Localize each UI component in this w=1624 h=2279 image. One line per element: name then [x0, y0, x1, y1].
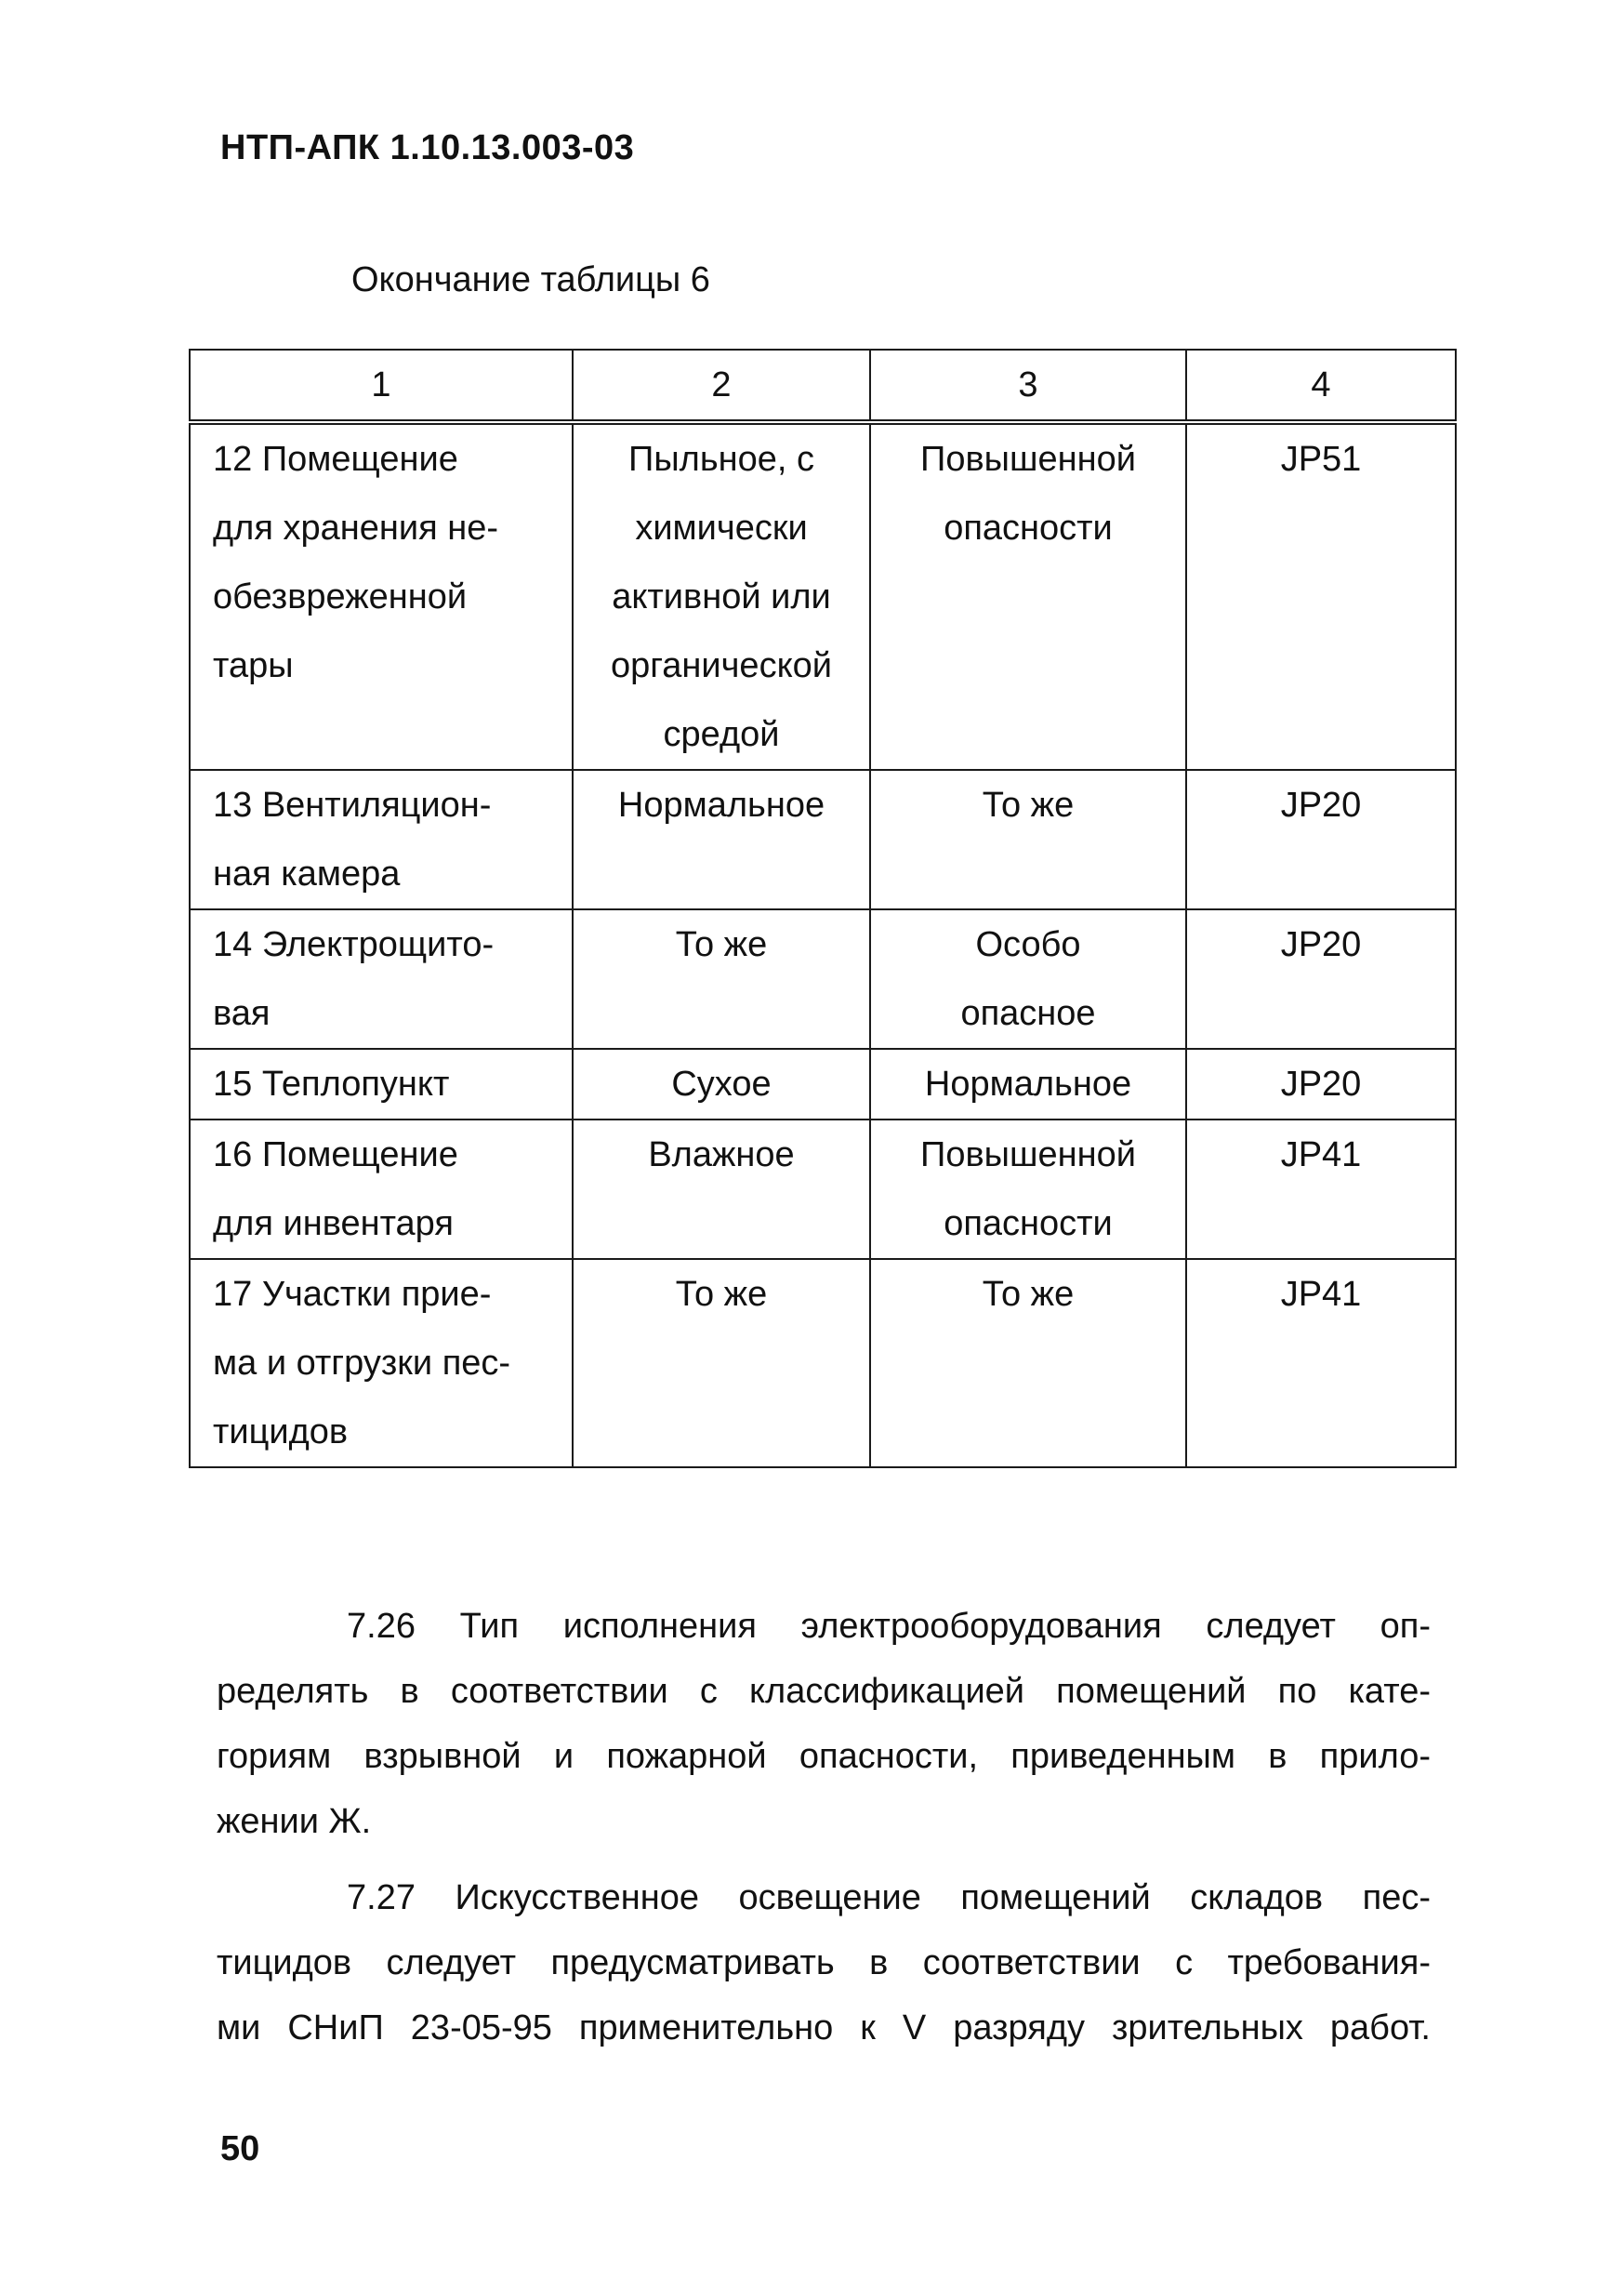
danger-class-cell	[870, 1259, 1186, 1467]
cell-line: JP51	[1280, 440, 1362, 479]
protection-rating-cell	[1186, 770, 1456, 909]
danger-class-cell	[870, 1120, 1186, 1259]
room-name-cell	[190, 1120, 573, 1259]
table-row	[190, 422, 1456, 770]
cell-line: 13 Вентиляцион-	[213, 786, 492, 825]
data-table	[189, 349, 1457, 1468]
cell-line: JP20	[1280, 1065, 1362, 1104]
cell-line: обезвреженной	[213, 577, 468, 616]
page-number: 50	[220, 2129, 260, 2168]
cell-line: 17 Участки прие-	[213, 1275, 492, 1314]
room-name-cell	[190, 1049, 573, 1120]
cell-line: средой	[663, 715, 780, 754]
protection-rating-cell	[1186, 909, 1456, 1049]
cell-line: То же	[982, 1275, 1075, 1314]
paragraph-line: ми СНиП 23-05-95 применительно к V разряду зрительных работ.	[217, 2008, 1431, 2047]
cell-line: Сухое	[671, 1065, 772, 1104]
cell-line: 14 Электрощито-	[213, 925, 495, 964]
cell-line: 15 Теплопункт	[213, 1065, 450, 1104]
room-name-cell	[190, 422, 573, 770]
cell-line: для инвентаря	[213, 1204, 454, 1243]
cell-line: ма и отгрузки пес-	[213, 1344, 511, 1383]
cell-line: То же	[982, 786, 1075, 825]
room-name-cell	[190, 909, 573, 1049]
protection-rating-cell	[1186, 422, 1456, 770]
table-row	[190, 770, 1456, 909]
protection-rating-cell	[1186, 1120, 1456, 1259]
document-code: НТП-АПК 1.10.13.003-03	[220, 128, 635, 167]
paragraph-line: гориям взрывной и пожарной опасности, приведенным в прило-	[217, 1737, 1431, 1776]
danger-class-cell	[870, 909, 1186, 1049]
cell-line: Влажное	[648, 1135, 795, 1174]
cell-line: То же	[675, 925, 768, 964]
table-caption: Окончание таблицы 6	[351, 260, 710, 299]
column-header-2: 2	[573, 350, 870, 422]
paragraph-7-27	[217, 1865, 1431, 2060]
cell-line: для хранения не-	[213, 509, 498, 548]
environment-cell	[573, 770, 870, 909]
room-name-cell	[190, 1259, 573, 1467]
paragraph-line: тицидов следует предусматривать в соответствии с требования-	[217, 1943, 1431, 1982]
danger-class-cell	[870, 1049, 1186, 1120]
cell-line: То же	[675, 1275, 768, 1314]
cell-line: ная камера	[213, 855, 401, 894]
protection-rating-cell	[1186, 1049, 1456, 1120]
column-header-4: 4	[1186, 350, 1456, 422]
table-row	[190, 1049, 1456, 1120]
room-name-cell	[190, 770, 573, 909]
table-body	[190, 422, 1456, 1467]
paragraph-line: жении Ж.	[217, 1802, 372, 1841]
paragraph-line: 7.26 Тип исполнения электрооборудования следует оп-	[347, 1607, 1431, 1646]
paragraph-7-26	[217, 1594, 1431, 1854]
cell-line: 12 Помещение	[213, 440, 458, 479]
cell-line: JP20	[1280, 925, 1362, 964]
table-row	[190, 1259, 1456, 1467]
paragraph-line: ределять в соответствии с классификацией помещений по кате-	[217, 1672, 1431, 1711]
cell-line: вая	[213, 994, 271, 1033]
paragraph-line: 7.27 Искусственное освещение помещений складов пес-	[347, 1878, 1431, 1917]
cell-line: химически	[635, 509, 808, 548]
cell-line: JP20	[1280, 786, 1362, 825]
environment-cell	[573, 909, 870, 1049]
cell-line: активной или	[612, 577, 831, 616]
danger-class-cell	[870, 770, 1186, 909]
table-row	[190, 1120, 1456, 1259]
column-header-1: 1	[190, 350, 573, 422]
table-header-row	[190, 350, 1456, 422]
cell-line: опасности	[944, 509, 1113, 548]
cell-line: JP41	[1280, 1135, 1362, 1174]
environment-cell	[573, 1120, 870, 1259]
table-header	[190, 350, 1456, 422]
cell-line: Нормальное	[924, 1065, 1132, 1104]
cell-line: Пыльное, с	[628, 440, 814, 479]
environment-cell	[573, 1049, 870, 1120]
cell-line: JP41	[1280, 1275, 1362, 1314]
cell-line: опасности	[944, 1204, 1113, 1243]
danger-class-cell	[870, 422, 1186, 770]
table-row	[190, 909, 1456, 1049]
protection-rating-cell	[1186, 1259, 1456, 1467]
cell-line: Нормальное	[617, 786, 825, 825]
cell-line: Особо	[975, 925, 1081, 964]
environment-cell	[573, 422, 870, 770]
cell-line: тицидов	[213, 1412, 349, 1451]
cell-line: опасное	[960, 994, 1096, 1033]
cell-line: 16 Помещение	[213, 1135, 458, 1174]
cell-line: Повышенной	[920, 1135, 1136, 1174]
cell-line: Повышенной	[920, 440, 1136, 479]
cell-line: органической	[611, 646, 832, 685]
cell-line: тары	[213, 646, 294, 685]
column-header-3: 3	[870, 350, 1186, 422]
environment-cell	[573, 1259, 870, 1467]
